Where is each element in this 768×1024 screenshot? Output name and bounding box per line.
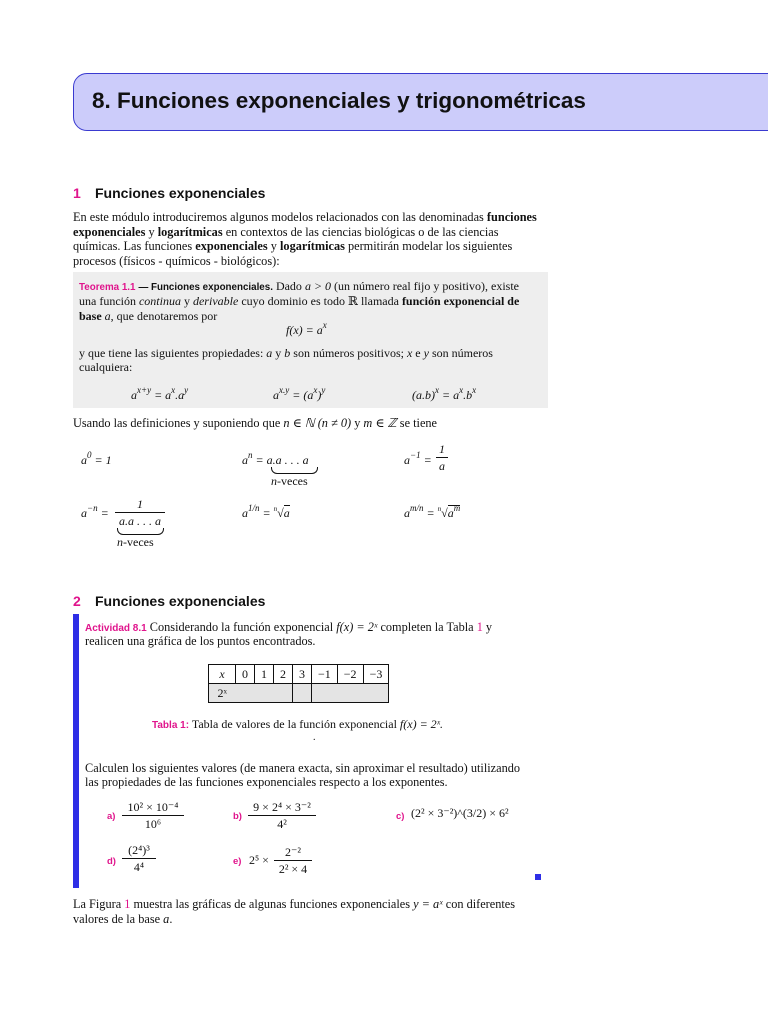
def-nth-root: $a^{1/n} = ^n√a$ bbox=[242, 503, 290, 520]
table-cell: −1 bbox=[312, 665, 338, 684]
table-cell bbox=[363, 684, 389, 703]
intro-text: procesos (físicos - químicos - biológicos): bbox=[73, 253, 280, 268]
activity-text: completen la Tabla bbox=[380, 620, 474, 634]
theorem-math: a bbox=[266, 346, 273, 360]
numerator: 1 bbox=[439, 442, 445, 456]
table-cell: −2 bbox=[337, 665, 363, 684]
theorem-line-3 bbox=[79, 309, 217, 324]
theorem-text: son números bbox=[431, 346, 493, 360]
denominator: 4⁴ bbox=[133, 860, 145, 874]
table-cell bbox=[274, 684, 293, 703]
closing-text: valores de la base bbox=[73, 912, 161, 926]
table-row bbox=[209, 665, 389, 684]
calc-line-2: las propiedades de las funciones exponenciales respecto a los exponentes. bbox=[85, 775, 448, 789]
theorem-text: y bbox=[275, 346, 282, 360]
theorem-text: Dado bbox=[275, 279, 302, 293]
theorem-math: b bbox=[284, 346, 291, 360]
intro-text: En este módulo introduciremos algunos modelos relacionados con las denominadas bbox=[73, 210, 484, 224]
exercise-a-fraction bbox=[122, 800, 184, 831]
figure-reference-link[interactable]: 1 bbox=[124, 897, 131, 911]
property-sum-exponent: $a^{x+y} = a^x.a^y$ bbox=[131, 385, 189, 402]
def-mth-root: $a^{m/n} = ^n√a^m$ bbox=[404, 503, 461, 520]
closing-math: a bbox=[163, 912, 170, 926]
intro-bold: logarítmicas bbox=[157, 224, 223, 239]
numerator: 1 bbox=[137, 497, 143, 511]
theorem-text: derivable bbox=[192, 294, 239, 308]
exercise-label-b: b) bbox=[233, 811, 242, 822]
end-of-activity-marker bbox=[535, 874, 541, 880]
section-2-heading bbox=[73, 593, 265, 609]
fraction-bar bbox=[436, 457, 448, 458]
theorem-line-1 bbox=[79, 279, 519, 294]
activity-bar bbox=[73, 614, 79, 888]
exercise-b-fraction bbox=[248, 800, 316, 831]
closing-text: . bbox=[169, 912, 173, 926]
chapter-title: 8. Funciones exponenciales y trigonométricas bbox=[92, 88, 586, 113]
section-title: Funciones exponenciales bbox=[95, 593, 266, 609]
theorem-line-5: cualquiera: bbox=[79, 360, 133, 374]
theorem-line-4 bbox=[79, 346, 493, 361]
table-cell bbox=[312, 684, 338, 703]
exercise-e-prefix: 2⁵ × bbox=[249, 853, 269, 867]
numerator: 10² × 10⁻⁴ bbox=[127, 800, 179, 814]
formula-base: f(x) = a bbox=[286, 323, 323, 337]
theorem-text: (un número real fijo y positivo), existe bbox=[334, 279, 520, 293]
table-cell bbox=[337, 684, 363, 703]
activity-line-1 bbox=[85, 620, 492, 635]
exercise-label-c: c) bbox=[396, 811, 405, 822]
intro-text: químicas. Las funciones bbox=[73, 239, 193, 254]
exercise-c-expression: (2² × 3⁻²)^(3/2) × 6² bbox=[411, 806, 509, 820]
numerator: 2⁻² bbox=[285, 845, 301, 859]
theorem-math: y bbox=[423, 346, 429, 360]
activity-math: f(x) = 2ˣ bbox=[336, 620, 378, 634]
intro-text: y bbox=[270, 239, 277, 254]
table-cell: 0 bbox=[236, 665, 255, 684]
caption-label: Tabla 1: bbox=[152, 720, 190, 731]
table-cell: x bbox=[209, 665, 236, 684]
activity-text: y bbox=[485, 620, 493, 634]
caption-formula: f(x) = 2ˣ. bbox=[399, 717, 444, 731]
section-number: 2 bbox=[73, 593, 81, 609]
denominator: 10⁶ bbox=[144, 817, 162, 831]
table-caption bbox=[152, 717, 443, 732]
theorem-name: — Funciones exponenciales. bbox=[138, 282, 273, 293]
table-cell bbox=[293, 684, 312, 703]
activity-text: Considerando la función exponencial bbox=[149, 620, 334, 634]
theorem-text: , que denotaremos por bbox=[110, 309, 218, 323]
theorem-text: continua bbox=[138, 294, 181, 308]
intro-text: permitirán modelar los siguientes bbox=[347, 239, 513, 254]
fraction-one-over-a bbox=[436, 442, 448, 473]
n-veces-label: n-veces bbox=[271, 474, 308, 488]
usando-line bbox=[73, 416, 437, 431]
theorem-text: cuyo dominio es todo ℝ llamada bbox=[241, 294, 399, 308]
usando-math: n ∈ ℕ (n ≠ 0) bbox=[283, 416, 352, 430]
intro-bold: funciones bbox=[486, 210, 537, 224]
denominator: 4² bbox=[277, 817, 287, 831]
numerator: (2⁴)³ bbox=[128, 843, 150, 857]
intro-paragraph bbox=[73, 210, 548, 268]
closing-math: y = aˣ bbox=[413, 897, 443, 911]
table-cell: 3 bbox=[293, 665, 312, 684]
denominator: 2² × 4 bbox=[278, 862, 308, 876]
theorem-formula bbox=[286, 320, 327, 338]
fraction-bar bbox=[122, 815, 184, 816]
theorem-text: son números positivos; bbox=[293, 346, 404, 360]
closing-text: con diferentes bbox=[445, 897, 516, 911]
exercise-d-fraction bbox=[122, 843, 156, 874]
activity-label: Actividad 8.1 bbox=[85, 623, 147, 634]
theorem-text: y bbox=[183, 294, 190, 308]
closing-line-1 bbox=[73, 897, 515, 912]
closing-text: muestra las gráficas de algunas funciones exponenciales bbox=[133, 897, 411, 911]
def-zero-exponent: $a^0 = 1$ bbox=[81, 450, 112, 467]
theorem-math: a bbox=[104, 309, 111, 323]
table-cell: 2ˣ bbox=[209, 684, 236, 703]
table-reference-link[interactable]: 1 bbox=[476, 620, 483, 634]
formula-exponent: x bbox=[322, 320, 327, 330]
calc-line-1: Calculen los siguientes valores (de manera exacta, sin aproximar el resultado) utilizando bbox=[85, 761, 521, 775]
theorem-text: una función bbox=[79, 294, 136, 308]
theorem-label: Teorema 1.1 bbox=[79, 282, 136, 293]
intro-bold: exponenciales bbox=[73, 224, 146, 239]
dot-mark: . bbox=[313, 732, 316, 743]
caption-text: Tabla de valores de la función exponencial bbox=[191, 717, 397, 731]
intro-bold: logarítmicas bbox=[280, 239, 345, 254]
intro-text: en contextos de las ciencias biológicas o de las ciencias bbox=[225, 224, 499, 239]
table-cell: −3 bbox=[363, 665, 389, 684]
property-product-exponent: $a^{x.y} = (a^x)^y$ bbox=[273, 385, 326, 402]
fraction-one-over-product bbox=[115, 497, 165, 528]
theorem-bold: función exponencial de bbox=[401, 294, 520, 308]
theorem-text: e bbox=[415, 346, 421, 360]
theorem-line-2 bbox=[79, 294, 519, 309]
underbrace bbox=[271, 467, 318, 474]
section-1-heading bbox=[73, 185, 265, 201]
table-row bbox=[209, 684, 389, 703]
section-title: Funciones exponenciales bbox=[95, 185, 266, 201]
denominator: a bbox=[439, 459, 445, 473]
closing-text: La Figura bbox=[73, 897, 122, 911]
table-cell bbox=[255, 684, 274, 703]
usando-text: se tiene bbox=[399, 416, 438, 430]
intro-text: y bbox=[148, 224, 155, 239]
theorem-math: a > 0 bbox=[304, 279, 332, 293]
intro-bold: exponenciales bbox=[195, 239, 268, 254]
fraction-bar bbox=[122, 858, 156, 859]
table-cell bbox=[236, 684, 255, 703]
section-number: 1 bbox=[73, 185, 81, 201]
numerator: 9 × 2⁴ × 3⁻² bbox=[253, 800, 311, 814]
activity-line-2: realicen una gráfica de los puntos encontrados. bbox=[85, 634, 316, 648]
underbrace bbox=[117, 528, 164, 535]
values-table bbox=[208, 664, 389, 703]
def-neg-n-exponent: $a^{-n}$ = bbox=[81, 503, 109, 520]
def-n-exponent: $a^n = a.a$ . . . a bbox=[242, 450, 309, 467]
fraction-bar bbox=[248, 815, 316, 816]
exercise-label-a: a) bbox=[107, 811, 116, 822]
theorem-math: x bbox=[406, 346, 413, 360]
fraction-bar bbox=[274, 860, 312, 861]
usando-math: m ∈ ℤ bbox=[363, 416, 397, 430]
def-neg-one-exponent: $a^{-1}$ = bbox=[404, 450, 432, 467]
fraction-bar bbox=[115, 512, 165, 513]
table-cell: 1 bbox=[255, 665, 274, 684]
property-product-base: $(a.b)^x = a^x.b^x$ bbox=[412, 385, 477, 402]
theorem-text: y que tiene las siguientes propiedades: bbox=[79, 346, 264, 360]
exercise-label-d: d) bbox=[107, 856, 116, 867]
table-cell: 2 bbox=[274, 665, 293, 684]
theorem-bold: base bbox=[79, 309, 102, 323]
usando-text: y bbox=[354, 416, 361, 430]
n-veces-label: n-veces bbox=[117, 535, 154, 549]
exercise-label-e: e) bbox=[233, 856, 242, 867]
denominator: a.a . . . a bbox=[119, 514, 161, 528]
usando-text: Usando las definiciones y suponiendo que bbox=[73, 416, 281, 430]
closing-line-2 bbox=[73, 912, 172, 927]
exercise-e-fraction bbox=[274, 845, 312, 876]
